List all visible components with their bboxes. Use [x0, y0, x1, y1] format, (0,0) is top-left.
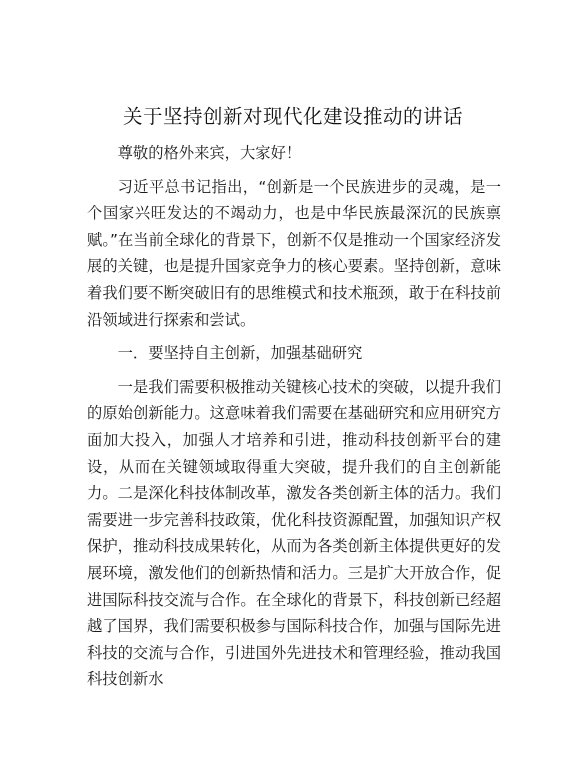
- section-heading-1: 一．要坚持自主创新，加强基础研究: [117, 344, 363, 363]
- greeting-paragraph: 尊敬的格外来宾，大家好！: [117, 144, 302, 162]
- body-paragraph-2: 一是我们需要积极推动关键核心技术的突破，以提升我们的原始创新能力。这意味着我们需要在基础研究和应用研究方面加大投入，加强人才培养和引进，推动科技创新平台的建设，从而在关键领域取得重大突破，提升我们的自主创新能力。二是深化科技体制改革，激发各类创新主体的活力。我们需要进一步完善科技政策，优化科技资源配置，加强知识产权保护，推动科技成果转化，从而为各类创新主体提供更好的发展环境，激发他们的创新热情和活力。三是扩大开放合作，促进国际科技交流与合作。在全球化的背景下，科技创新已经超越了国界，我们需要积极参与国际科技合作，加强与国际先进科技的交流与合作，引进国外先进技术和管理经验，推动我国科技创新水: [87, 377, 501, 689]
- document-title: 关于坚持创新对现代化建设推动的讲话: [122, 105, 463, 128]
- body-paragraph-1: 习近平总书记指出，“创新是一个民族进步的灵魂，是一个国家兴旺发达的不竭动力，也是中华民族最深沉的民族禀赋。”在当前全球化的背景下，创新不仅是推动一个国家经济发展的关键，也是提升国家竞争力的核心要素。坚持创新，意味着我们要不断突破旧有的思维模式和技术瓶颈，敢于在科技前沿领域进行探索和尝试。: [87, 177, 501, 329]
- document-body: [87, 140, 501, 693]
